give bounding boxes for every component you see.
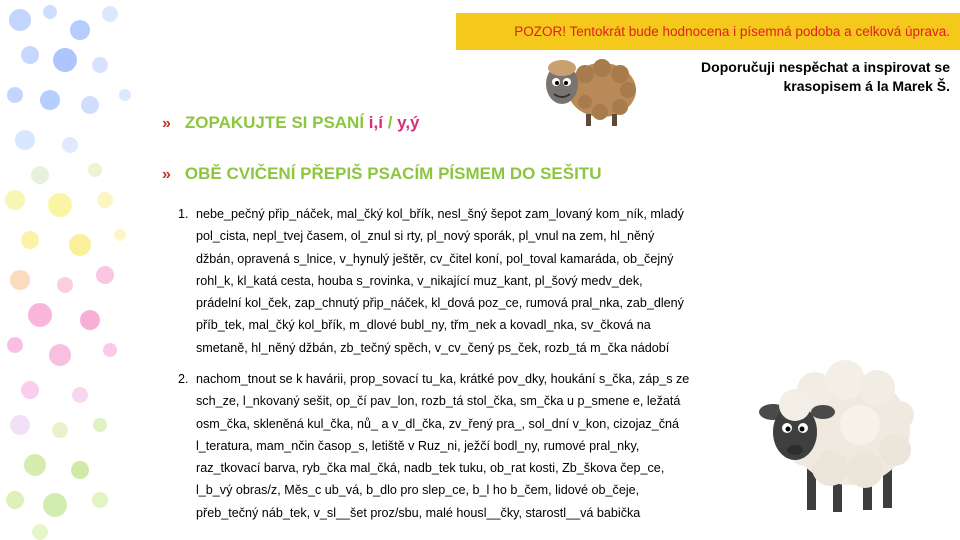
highlight-separator: / xyxy=(382,113,398,132)
exercise-line: přeb_tečný náb_tek, v_sl__šet proz/sbu, malé housl__čky, starostl__vá babička xyxy=(196,505,641,520)
advice-line-1: Doporučuji nespěchat a inspirovat se xyxy=(701,59,950,75)
exercise-number: 2. xyxy=(178,372,189,386)
highlight-y: y,ý xyxy=(397,113,420,132)
exercise-line xyxy=(178,368,753,390)
bullet-repeat-spelling xyxy=(162,113,420,133)
advice-line-2: krasopisem á la Marek Š. xyxy=(783,78,950,94)
exercise-line: l_teratura, mam_nčin časop_s, letiště v Ruz_ni, ježčí bodl_ny, rumové pral_nky, xyxy=(196,438,640,453)
advice-note xyxy=(630,58,950,96)
exercise-number: 1. xyxy=(178,207,189,221)
exercise-line: sch_ze, l_nkovaný sešit, op_čí pav_lon, rozb_tá stol_čka, sm_čka u p_smene e, ležatá xyxy=(196,394,681,409)
exercise-line: raz_tkovací barva, ryb_čka mal_čká, nadb_tek tuku, ob_rat kosti, Zb_škova čep_ce, xyxy=(196,461,665,476)
bokeh-decoration xyxy=(0,0,150,540)
bullet-copy-exercises xyxy=(162,164,601,184)
exercise-text: nebe_pečný přip_náček, mal_čký kol_břík, nesl_šný šepot zam_lovaný kom_ník, mladý xyxy=(196,207,684,221)
exercise-line: smetaně, hl_něný džbán, zb_tečný spěch, v_cv_čený ps_ček, rozb_tá m_čka nádobí xyxy=(196,340,670,355)
bullet-mark: » xyxy=(162,115,171,132)
exercise-line: džbán, opravená s_lnice, v_hynulý ještěr, cv_čitel koní, pol_toval kamaráda, ob_čejný xyxy=(196,251,674,266)
bullet-mark: » xyxy=(162,166,171,183)
exercise-text: nachom_tnout se k havárii, prop_sovací tu_ka, krátké pov_dky, houkání s_čka, záp_s ze xyxy=(196,372,690,386)
warning-banner xyxy=(456,13,960,50)
exercise-2 xyxy=(178,368,753,524)
exercise-line: l_b_vý obras/z, Měs_c ub_vá, b_dlo pro slep_ce, b_l ho b_čem, lidové ob_čeje, xyxy=(196,483,640,498)
exercise-line: osm_čka, skleněná kul_čka, nů_ a v_dl_čka, zv_řený pra_, sol_dní v_kon, cizojaz_čná xyxy=(196,416,680,431)
highlight-i: i,í xyxy=(368,113,383,132)
exercise-line: prádelní kol_ček, zap_chnutý přip_náček, kl_dová poz_ce, rumová pral_nka, zab_dlený xyxy=(196,296,684,311)
warning-text: POZOR! Tentokrát bude hodnocena i písemná podoba a celková úprava. xyxy=(514,24,950,39)
bullet-text: OBĚ CVIČENÍ PŘEPIŠ PSACÍM PÍSMEM DO SEŠITU xyxy=(184,164,602,183)
exercise-line: příb_tek, mal_čký kol_břík, m_dlové bubl_ny, třm_nek a kovadl_nka, sv_čková na xyxy=(196,318,651,333)
curly-sheep-icon xyxy=(540,52,640,130)
fluffy-sheep-icon xyxy=(745,350,915,525)
exercise-line: pol_cista, nepl_tvej časem, ol_znul si rty, pl_nový sporák, pl_vnul na zem, hl_něný xyxy=(196,229,655,244)
exercise-1 xyxy=(178,203,753,359)
exercise-line: rohl_k, kl_katá cesta, houba s_rovinka, v_nikající muz_kant, pl_šový medv_dek, xyxy=(196,273,643,288)
bullet-text: ZOPAKUJTE SI PSANÍ xyxy=(184,113,369,132)
exercise-line xyxy=(178,203,753,225)
